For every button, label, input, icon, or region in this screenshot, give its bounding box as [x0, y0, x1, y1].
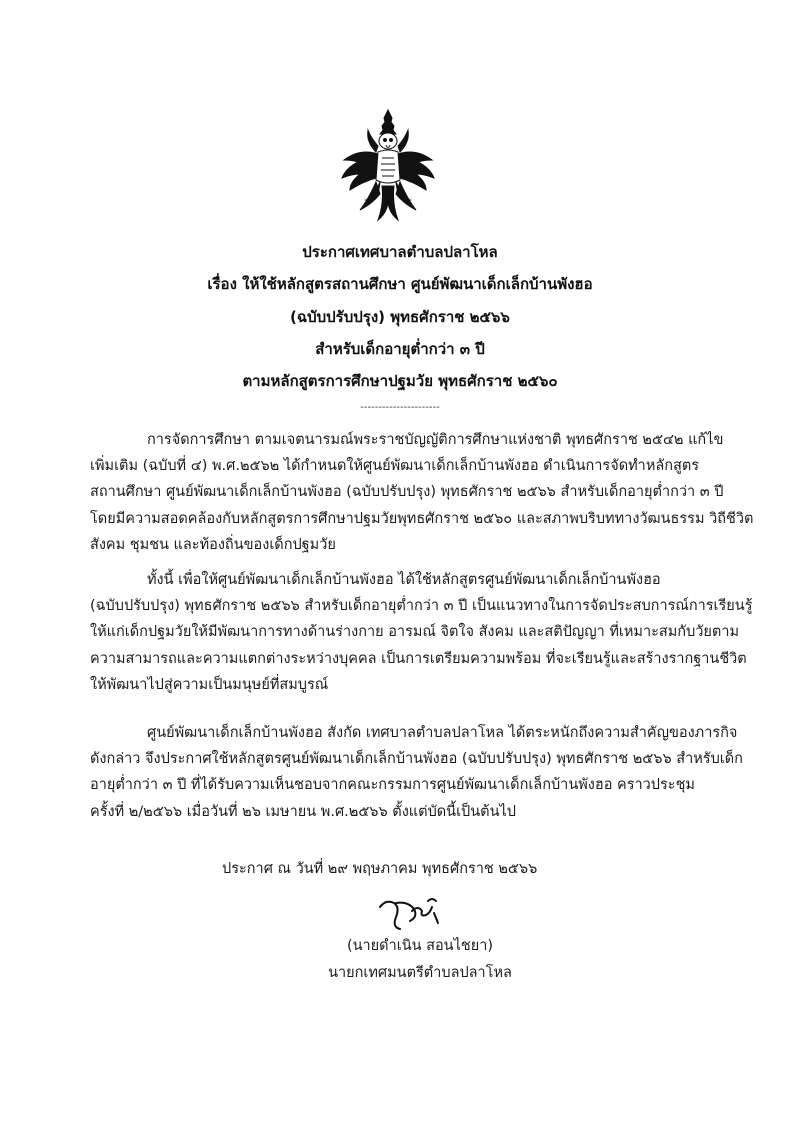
announcement-subject: เรื่อง ให้ใช้หลักสูตรสถานศึกษา ศูนย์พัฒนาเด็กเล็กบ้านพังฮอ: [207, 275, 593, 293]
paragraph-line: ครั้งที่ ๒/๒๕๖๖ เมื่อวันที่ ๒๖ เมษายน พ.ศ.๒๕๖๖ ตั้งแต่บัดนี้เป็นต้นไป: [90, 803, 516, 820]
garuda-emblem-icon: [338, 108, 438, 226]
paragraph-line: การจัดการศึกษา ตามเจตนารมณ์พระราชบัญญัติการศึกษาแห่งชาติ พุทธศักราช ๒๕๔๒ แก้ไข: [147, 432, 724, 448]
body-paragraph-2: [90, 567, 753, 698]
paragraph-line: ทั้งนี้ เพื่อให้ศูนย์พัฒนาเด็กเล็กบ้านพังฮอ ได้ใช้หลักสูตรศูนย์พัฒนาเด็กเล็กบ้านพังฮอ: [147, 572, 661, 588]
announcement-subject-edition: (ฉบับปรับปรุง) พุทธศักราช ๒๕๖๖: [290, 308, 510, 326]
header-divider: ----------------------: [360, 402, 440, 413]
announcement-issuer: ประกาศเทศบาลตำบลปลาโหล: [302, 243, 498, 261]
signatory-title: นายกเทศมนตรีตำบลปลาโหล: [328, 965, 512, 981]
paragraph-line: สังคม ชุมชน และท้องถิ่นของเด็กปฐมวัย: [90, 536, 336, 553]
paragraph-line: ให้พัฒนาไปสู่ความเป็นมนุษย์ที่สมบูรณ์: [90, 676, 329, 693]
paragraph-line: ความสามารถและความแตกต่างระหว่างบุคคล เป็นการเตรียมความพร้อม ที่จะเรียนรู้และสร้างรากฐานชีวิต: [90, 650, 747, 667]
announcement-date: ประกาศ ณ วันที่ ๒๙ พฤษภาคม พุทธศักราช ๒๕๖๖: [222, 861, 538, 877]
body-paragraph-1: [90, 427, 754, 558]
announcement-subject-curriculum: ตามหลักสูตรการศึกษาปฐมวัย พุทธศักราช ๒๕๖๐: [242, 372, 558, 390]
paragraph-line: โดยมีความสอดคล้องกับหลักสูตรการศึกษาปฐมวัยพุทธศักราช ๒๕๖๐ และสภาพบริบททางวัฒนธรรม วิถีชีวิต: [90, 510, 754, 527]
announcement-subject-age: สำหรับเด็กอายุต่ำกว่า ๓ ปี: [315, 340, 485, 358]
body-paragraph-3: [90, 720, 743, 825]
signature-image: [372, 893, 452, 935]
paragraph-line: ดังกล่าว จึงประกาศใช้หลักสูตรศูนย์พัฒนาเด็กเล็กบ้านพังฮอ (ฉบับปรับปรุง) พุทธศักราช ๒๕๖๖ สำหรับเด็ก: [90, 751, 743, 768]
paragraph-line: สถานศึกษา ศูนย์พัฒนาเด็กเล็กบ้านพังฮอ (ฉบับปรับปรุง) พุทธศักราช ๒๕๖๖ สำหรับเด็กอายุต่ำกว่า ๓ ปี: [90, 484, 724, 501]
paragraph-line: เพิ่มเติม (ฉบับที่ ๔) พ.ศ.๒๕๖๒ ได้กำหนดให้ศูนย์พัฒนาเด็กเล็กบ้านพังฮอ ดำเนินการจัดทำหลักสูตร: [90, 458, 700, 475]
paragraph-line: ให้แก่เด็กปฐมวัยให้มีพัฒนาการทางด้านร่างกาย อารมณ์ จิตใจ สังคม และสติปัญญา ที่เหมาะสมกับวัยตาม: [90, 624, 740, 641]
paragraph-line: ศูนย์พัฒนาเด็กเล็กบ้านพังฮอ สังกัด เทศบาลตำบลปลาโหล ได้ตระหนักถึงความสำคัญของภารกิจ: [147, 725, 738, 741]
paragraph-line: อายุต่ำกว่า ๓ ปี ที่ได้รับความเห็นชอบจากคณะกรรมการศูนย์พัฒนาเด็กเล็กบ้านพังฮอ คราวประชุม: [90, 777, 695, 794]
signatory-name: (นายดำเนิน สอนไชยา): [346, 938, 494, 954]
paragraph-line: (ฉบับปรับปรุง) พุทธศักราช ๒๕๖๖ สำหรับเด็กอายุต่ำกว่า ๓ ปี เป็นแนวทางในการจัดประสบการณ์การเรียนรู้: [90, 598, 753, 615]
